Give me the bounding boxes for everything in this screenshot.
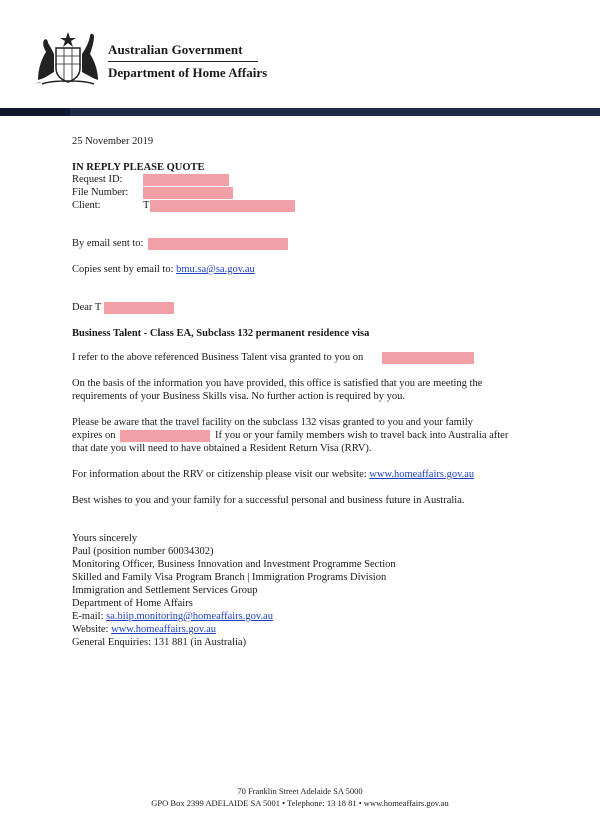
department-name: Department of Home Affairs [108,65,268,80]
expiry-date-redaction [120,430,210,442]
paragraph-2-line-2: requirements of your Business Skills visa. No further action is required by you. [72,391,406,402]
signature-name: Paul (position number 60034302) [72,546,214,557]
homeaffairs-website-link[interactable]: www.homeaffairs.gov.au [369,469,475,480]
paragraph-2-line-1: On the basis of the information you have provided, this office is satisfied that you are meeting the [72,378,483,389]
paragraph-3-line-3: that date you will need to have obtained a Resident Return Visa (RRV). [72,443,372,454]
copies-email-link[interactable]: bmu.sa@sa.gov.au [176,264,255,275]
client-redaction [150,200,295,212]
salutation-redaction [104,302,174,314]
copies-label: Copies sent by email to: [72,264,174,275]
footer-address: 70 Franklin Street Adelaide SA 5000 [237,786,363,796]
request-id-redaction [143,174,229,186]
signature-group: Immigration and Settlement Services Group [72,585,258,596]
request-id-label: Request ID: [72,174,123,185]
client-initial: T [143,200,150,211]
grant-date-redaction [382,352,474,364]
footer-contact: GPO Box 2399 ADELAIDE SA 5001 • Telephone: 13 18 81 • www.homeaffairs.gov.au [151,798,449,808]
government-name: Australian Government [108,42,243,57]
paragraph-4 [72,469,474,482]
letter-date: 25 November 2019 [72,136,154,147]
header-rule [108,61,258,62]
paragraph-5: Best wishes to you and your family for a successful personal and business future in Australia. [72,495,465,506]
email-sent-label: By email sent to: [72,238,144,249]
signature-branch: Skilled and Family Visa Program Branch | Immigration Programs Division [72,572,387,583]
header-band-accent [0,108,70,116]
quote-heading: IN REPLY PLEASE QUOTE [72,162,205,173]
file-number-label: File Number: [72,187,129,198]
signature-email-label: E-mail: [72,611,104,622]
paragraph-1: I refer to the above referenced Business Talent visa granted to you on [72,352,364,363]
header-band [0,108,600,116]
signature-website-link[interactable]: www.homeaffairs.gov.au [111,624,216,635]
email-sent-redaction [148,238,288,250]
copies-line [72,264,255,277]
paragraph-3-expires: expires on [72,430,116,441]
paragraph-3-line-2-end: If you or your family members wish to travel back into Australia after [215,430,509,441]
signature-role: Monitoring Officer, Business Innovation and Investment Programme Section [72,559,396,570]
signature-email [72,611,273,624]
signature-website-label: Website: [72,624,109,635]
signature-closing: Yours sincerely [72,533,138,544]
paragraph-4-text: For information about the RRV or citizenship please visit our website: [72,469,367,480]
signature-enquiries: General Enquiries: 131 881 (in Australia) [72,637,247,648]
salutation: Dear T [72,302,102,313]
signature-email-link[interactable]: sa.biip.monitoring@homeaffairs.gov.au [106,611,273,622]
signature-department: Department of Home Affairs [72,598,193,609]
signature-website [72,624,216,637]
file-number-redaction [143,187,233,199]
client-label: Client: [72,200,101,211]
paragraph-3-line-1: Please be aware that the travel facility on the subclass 132 visas granted to you and your family [72,417,473,428]
coat-of-arms-icon [32,28,104,86]
subject-line: Business Talent - Class EA, Subclass 132 permanent residence visa [72,328,370,339]
